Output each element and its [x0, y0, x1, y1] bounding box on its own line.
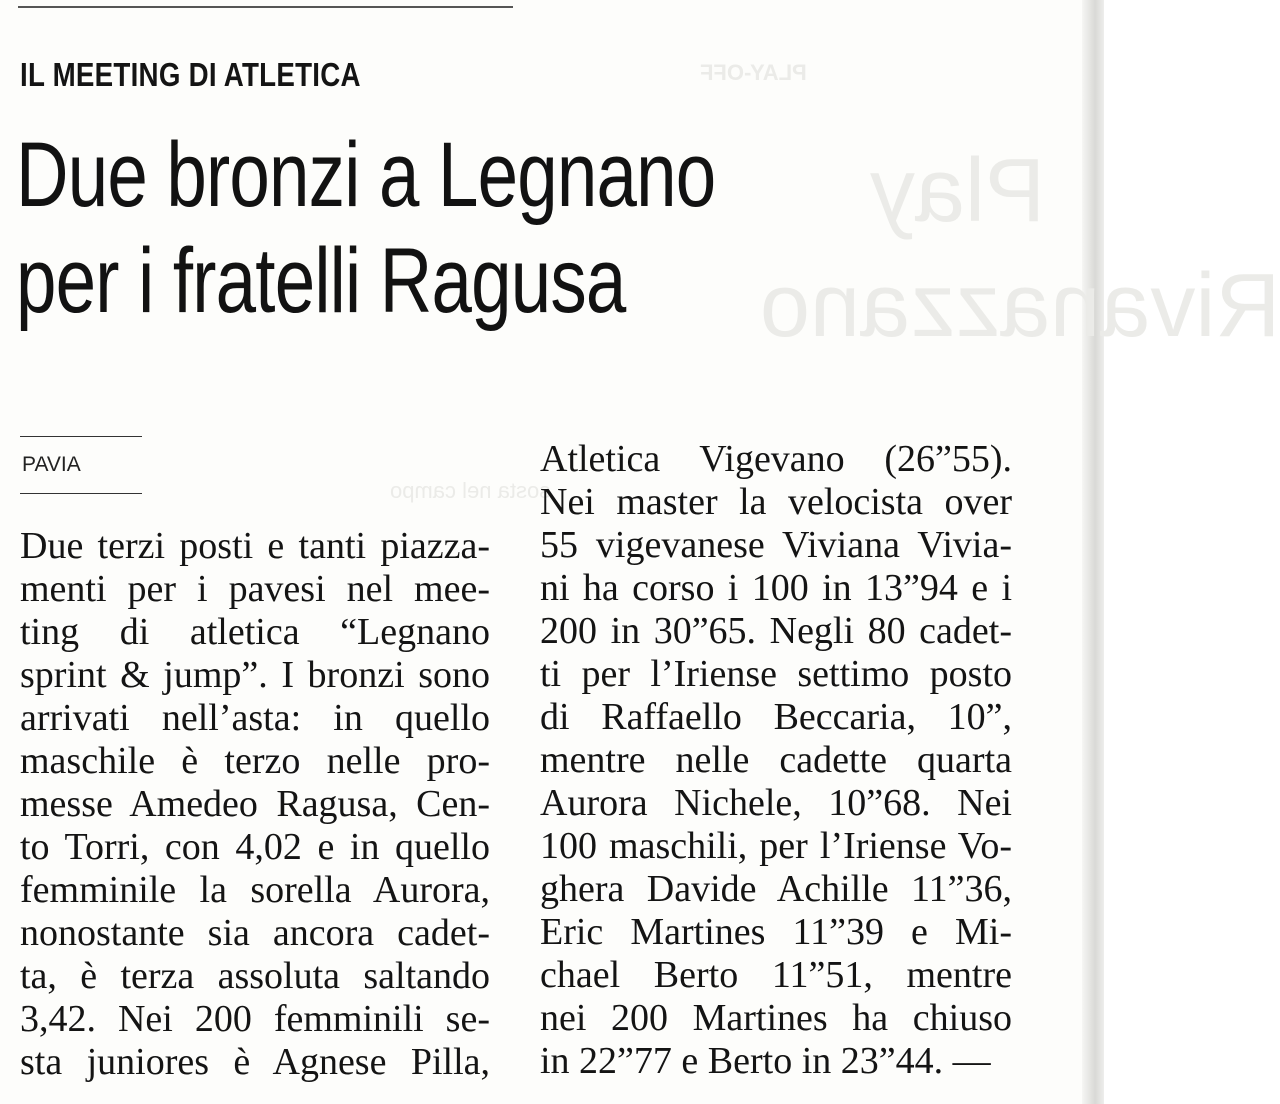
article-line: in 22”77 e Berto in 23”44. — [540, 1040, 991, 1082]
article-line: sprint & jump”. I bronzi sono [20, 654, 490, 696]
article-line: to Torri, con 4,02 e in quello [20, 826, 490, 868]
article-line: chael Berto 11”51, mentre [540, 954, 1012, 996]
article-line: Atletica Vigevano (26”55). [540, 438, 1012, 480]
kicker: IL MEETING DI ATLETICA [20, 56, 361, 93]
dateline-rule-bottom [20, 493, 142, 494]
article-line: ghera Davide Achille 11”36, [540, 868, 1012, 910]
article-line: mentre nelle cadette quarta [540, 739, 1012, 781]
article-line: Aurora Nichele, 10”68. Nei [540, 782, 1012, 824]
article-line: Nei master la velocista over [540, 481, 1012, 523]
bleed-through-text: sosta nel campo [390, 478, 551, 503]
bleed-through-text: PLAY-OFF [700, 60, 807, 85]
article-line: menti per i pavesi nel mee- [20, 568, 490, 610]
article-line: ti per l’Iriense settimo posto [540, 653, 1012, 695]
article-line: messe Amedeo Ragusa, Cen- [20, 783, 490, 825]
article-line: di Raffaello Beccaria, 10”, [540, 696, 1012, 738]
article-line: femminile la sorella Aurora, [20, 869, 490, 911]
page-edge-shadow [1082, 0, 1104, 1104]
article-line: 100 maschili, per l’Iriense Vo- [540, 825, 1012, 867]
headline-line-2: per i fratelli Ragusa [16, 230, 626, 332]
article-column-right [540, 438, 1012, 1083]
article-line: nonostante sia ancora cadet- [20, 912, 490, 954]
article-line: nei 200 Martines ha chiuso [540, 997, 1012, 1039]
article-line: 55 vigevanese Viviana Vivia- [540, 524, 1012, 566]
article-line: ting di atletica “Legnano [20, 611, 490, 653]
headline-line-1: Due bronzi a Legnano [16, 124, 716, 226]
article-column-left [20, 525, 490, 1084]
article-line: 200 in 30”65. Negli 80 cadet- [540, 610, 1012, 652]
article-line: arrivati nell’asta: in quello [20, 697, 490, 739]
bleed-through-text: Play [870, 141, 1046, 241]
article-line: sta juniores è Agnese Pilla, [20, 1041, 490, 1083]
article-line: ta, è terza assoluta saltando [20, 955, 490, 997]
dateline: PAVIA [22, 453, 81, 476]
top-rule [18, 6, 513, 8]
dateline-block [20, 436, 142, 494]
article-line: ni ha corso i 100 in 13”94 e i [540, 567, 1012, 609]
article-line: Eric Martines 11”39 e Mi- [540, 911, 1012, 953]
article-line: Due terzi posti e tanti piazza- [20, 525, 490, 567]
article-line: 3,42. Nei 200 femminili se- [20, 998, 490, 1040]
bleed-through-text: Rivanazzano [760, 256, 1280, 356]
headline [16, 122, 715, 334]
article-line: maschile è terzo nelle pro- [20, 740, 490, 782]
